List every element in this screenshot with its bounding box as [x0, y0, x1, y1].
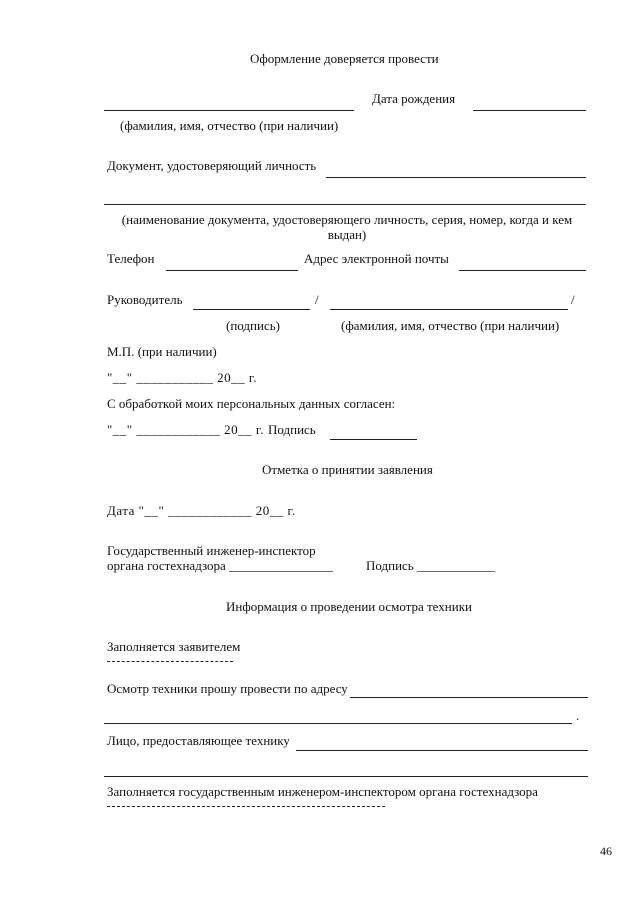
- email-label: Адрес электронной почты: [304, 251, 449, 266]
- inspector-line-1: Государственный инженер-инспектор: [107, 543, 316, 558]
- consent-label: С обработкой моих персональных данных согласен:: [107, 396, 396, 411]
- dob-label: Дата рождения: [372, 91, 456, 106]
- id-doc-caption: (наименование документа, удостоверяющего личность, серия, номер, когда и кем выдан): [121, 212, 573, 242]
- person-line-2: [104, 776, 588, 777]
- fio-caption: (фамилия, имя, отчество (при наличии): [120, 118, 339, 133]
- head-label: Руководитель: [107, 292, 183, 307]
- applicant-dash-underline: [107, 661, 233, 662]
- filled-by-inspector: Заполняется государственным инженером-инспектором органа гостехнадзора: [107, 784, 538, 799]
- phone-line: [166, 270, 298, 271]
- address-end-dot: .: [576, 708, 580, 723]
- address-line-2: [104, 723, 572, 724]
- dob-line: [473, 110, 586, 111]
- head-signature-line: [193, 309, 310, 310]
- slash-1: /: [315, 292, 319, 307]
- inspector-signature: Подпись ____________: [366, 558, 495, 573]
- id-doc-line-2: [104, 204, 586, 205]
- section-title-inspection: Информация о проведении осмотра техники: [226, 599, 472, 614]
- acceptance-date-line: Дата "__" ____________ 20__ г.: [107, 503, 296, 518]
- fio-line: [104, 110, 354, 111]
- phone-label: Телефон: [107, 251, 155, 266]
- inspector-line-2: органа гостехнадзора ________________: [107, 558, 334, 573]
- head-fio-line: [330, 309, 568, 310]
- email-line: [459, 270, 586, 271]
- person-line-1: [296, 750, 588, 751]
- signature-label: Подпись: [268, 422, 316, 437]
- inspector-dash-underline: [107, 806, 385, 807]
- filled-by-applicant: Заполняется заявителем: [107, 639, 241, 654]
- id-doc-label: Документ, удостоверяющий личность: [107, 158, 317, 173]
- date-line-2: "__" ____________ 20__ г.: [107, 422, 264, 437]
- stamp-label: М.П. (при наличии): [107, 344, 217, 359]
- section-title-entrust: Оформление доверяется провести: [250, 51, 439, 66]
- address-label: Осмотр техники прошу провести по адресу: [107, 681, 348, 696]
- person-label: Лицо, предоставляющее технику: [107, 733, 290, 748]
- page-number: 46: [600, 844, 612, 858]
- signature-line: [330, 439, 417, 440]
- address-line-1: [350, 697, 588, 698]
- date-line-1: "__" ___________ 20__ г.: [107, 370, 257, 385]
- section-title-acceptance: Отметка о принятии заявления: [262, 462, 433, 477]
- head-fio-caption: (фамилия, имя, отчество (при наличии): [341, 318, 560, 333]
- id-doc-line-1: [326, 177, 586, 178]
- slash-2: /: [571, 292, 575, 307]
- signature-caption: (подпись): [226, 318, 280, 333]
